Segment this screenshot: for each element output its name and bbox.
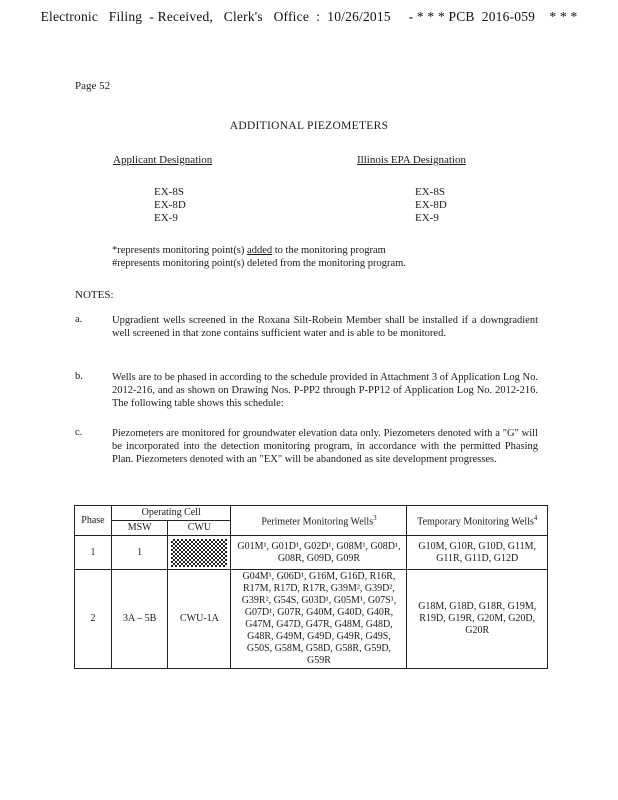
note-a-text: Upgradient wells screened in the Roxana Silt-Robein Member shall be installed if a downgradient well screened in that zone contains sufficient water and is able to be monitored. xyxy=(112,315,538,339)
phase-header: Phase xyxy=(75,506,112,536)
temporary-cell: G18M, G18D, G18R, G19M, R19D, G19R, G20M, G20D, G20R xyxy=(407,570,548,669)
msw-cell: 1 xyxy=(111,536,168,570)
table-row xyxy=(75,570,548,669)
epa-designation: EX-8S xyxy=(415,186,445,198)
applicant-designation: EX-8S xyxy=(154,186,184,198)
epa-designation-heading: Illinois EPA Designation xyxy=(357,154,466,166)
msw-cell: 3A – 5B xyxy=(111,570,168,669)
perimeter-cell: G01M¹, G01D¹, G02D¹, G08M¹, G08D¹, G08R, G09D, G09R xyxy=(231,536,407,570)
table-row xyxy=(75,536,548,570)
phasing-schedule-table xyxy=(74,505,548,669)
perimeter-cell: G04M¹, G06D¹, G16M, G16D, R16R, R17M, R17D, R17R, G39M², G39D², G39R², G54S, G03D¹, G05M¹, G07S¹, G07D¹, G07R, G40M, G40D, G40R, G47M, G47D, G47R, G48M, G48D, G48R, G49M, G49D, G49R, G49S, G50S, G58M, G58D, G58R, G59D, G59R xyxy=(231,570,407,669)
applicant-designation-heading: Applicant Designation xyxy=(113,154,213,166)
page-title: ADDITIONAL PIEZOMETERS xyxy=(229,120,389,132)
phase-cell: 2 xyxy=(75,570,112,669)
epa-designation-list xyxy=(415,186,447,225)
note-b-text: Wells are to be phased in according to the schedule provided in Attachment 3 of Application Log No. 2012-216, and as shown on Drawing Nos. P-PP2 through P-PP12 of Application Log No. 2012-216. The following table shows this schedule: xyxy=(112,372,538,409)
legend-added: *represents monitoring point(s) added to the monitoring program xyxy=(112,245,386,256)
note-b-letter: b. xyxy=(75,371,83,382)
notes-heading: NOTES: xyxy=(75,289,114,301)
note-c-letter: c. xyxy=(75,427,83,438)
operating-cell-header: Operating Cell xyxy=(111,506,231,521)
note-a-letter: a. xyxy=(75,314,83,325)
perimeter-header: Perimeter Monitoring Wells$^3$ xyxy=(231,506,407,536)
msw-header: MSW xyxy=(111,521,168,536)
redaction-pattern xyxy=(171,539,227,567)
cwu-cell xyxy=(168,536,231,570)
applicant-designation-list xyxy=(154,186,186,225)
temporary-cell: G10M, G10R, G10D, G11M, G11R, G11D, G12D xyxy=(407,536,548,570)
legend xyxy=(112,244,406,270)
filing-header: Electronic Filing - Received, Clerk's Office : 10/26/2015 - * * * PCB 2016-059 * * * xyxy=(40,9,578,24)
note-c-text: Piezometers are monitored for groundwater elevation data only. Piezometers denoted with a "G" will be incorporated into the detection monitoring program, in accordance with the permitted Phasing Plan. Piezometers denoted with an "EX" will be abandoned as site development progresses. xyxy=(112,428,538,465)
cwu-cell: CWU-1A xyxy=(168,570,231,669)
epa-designation: EX-8D xyxy=(415,199,447,211)
table-header-row xyxy=(75,506,548,521)
page-number: Page 52 xyxy=(75,80,111,92)
applicant-designation: EX-8D xyxy=(154,199,186,211)
legend-deleted: #represents monitoring point(s) deleted from the monitoring program. xyxy=(112,258,406,269)
cwu-header: CWU xyxy=(168,521,231,536)
temporary-header: Temporary Monitoring Wells$^4$ xyxy=(407,506,548,536)
epa-designation: EX-9 xyxy=(415,212,439,224)
applicant-designation: EX-9 xyxy=(154,212,178,224)
phase-cell: 1 xyxy=(75,536,112,570)
